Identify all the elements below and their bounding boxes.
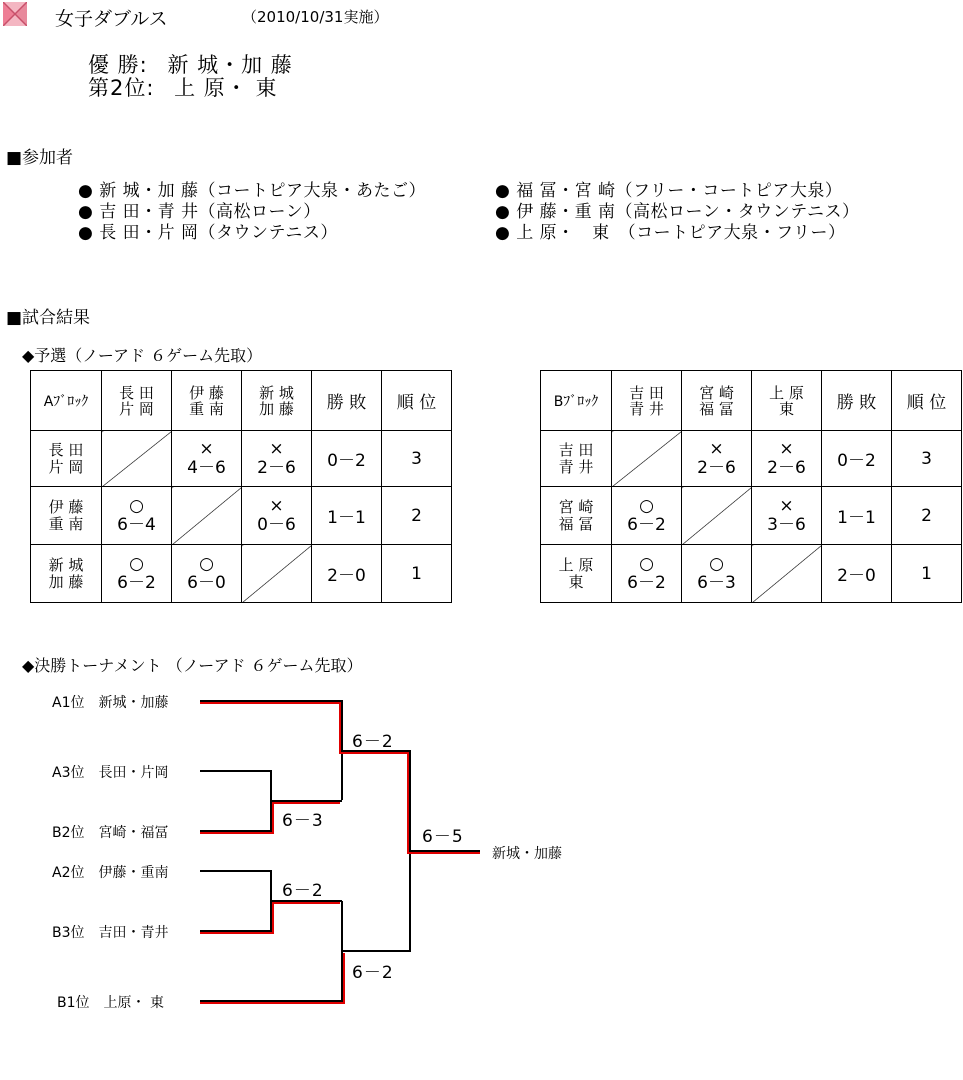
match-cell: ○ 6－0 xyxy=(172,545,242,603)
record-cell: 0－2 xyxy=(312,431,382,487)
record-cell: 2－0 xyxy=(822,545,892,603)
block-a-col-3: 新 城 加 藤 xyxy=(242,371,312,431)
record-cell: 1－1 xyxy=(822,487,892,545)
table-row: 長 田 片 岡 × 4－6 × 2－6 0－2 3 xyxy=(31,431,452,487)
block-a-rank-header: 順 位 xyxy=(382,371,452,431)
bracket-entry-3: B2位 宮崎・福冨 xyxy=(52,825,169,841)
winner-path xyxy=(200,703,480,1003)
block-a-col-1: 長 田 片 岡 xyxy=(102,371,172,431)
participant-left-1: ● 新 城・加 藤（コートピア大泉・あたご） xyxy=(78,181,427,201)
bracket-entry-1: A1位 新城・加藤 xyxy=(52,695,169,711)
participants-heading: ■参加者 xyxy=(6,148,74,168)
match-cell: ○ 6－2 xyxy=(102,545,172,603)
participant-right-2: ● 伊 藤・重 南（高松ローン・タウンテニス） xyxy=(495,202,860,222)
match-cell: × 2－6 xyxy=(752,431,822,487)
block-b-rank-header: 順 位 xyxy=(892,371,962,431)
score-qf-bottom: 6－2 xyxy=(282,881,324,901)
rank-cell: 2 xyxy=(382,487,452,545)
rank-cell: 3 xyxy=(382,431,452,487)
block-b-win-loss-header: 勝 敗 xyxy=(822,371,892,431)
record-cell: 1－1 xyxy=(312,487,382,545)
champion-label: 優 勝: xyxy=(88,53,148,77)
match-cell: × 2－6 xyxy=(682,431,752,487)
page-title: 女子ダブルス xyxy=(55,8,168,30)
record-cell: 0－2 xyxy=(822,431,892,487)
match-results-heading: ■試合結果 xyxy=(6,308,91,328)
rank-cell: 3 xyxy=(892,431,962,487)
event-date: （2010/10/31実施） xyxy=(242,8,389,26)
match-cell: ○ 6－2 xyxy=(612,487,682,545)
table-row: 伊 藤 重 南 ○ 6－4 × 0－6 1－1 2 xyxy=(31,487,452,545)
block-a-title: Aﾌﾞﾛｯｸ xyxy=(31,371,102,431)
match-cell: × 0－6 xyxy=(242,487,312,545)
participant-right-3: ● 上 原・ 東 （コートピア大泉・フリー） xyxy=(495,223,846,243)
table-row: 宮 崎 福 冨 ○ 6－2 × 3－6 1－1 2 xyxy=(541,487,962,545)
block-b-title: Bﾌﾞﾛｯｸ xyxy=(541,371,612,431)
record-cell: 2－0 xyxy=(312,545,382,603)
rank-cell: 1 xyxy=(382,545,452,603)
score-qf-top: 6－3 xyxy=(282,811,324,831)
champion-names: 新 城・加 藤 xyxy=(167,53,293,77)
match-cell: ○ 6－3 xyxy=(682,545,752,603)
bracket-entry-4: A2位 伊藤・重南 xyxy=(52,865,169,881)
table-row: 上 原 東 ○ 6－2 ○ 6－3 2－0 1 xyxy=(541,545,962,603)
block-a-win-loss-header: 勝 敗 xyxy=(312,371,382,431)
match-cell: ○ 6－4 xyxy=(102,487,172,545)
bracket-entry-2: A3位 長田・片岡 xyxy=(52,765,169,781)
score-sf-bottom: 6－2 xyxy=(352,963,394,983)
runner-up-label: 第2位: xyxy=(88,76,155,100)
rank-cell: 1 xyxy=(892,545,962,603)
match-cell: ○ 6－2 xyxy=(612,545,682,603)
participant-right-1: ● 福 冨・宮 崎（フリー・コートピア大泉） xyxy=(495,181,843,201)
block-b-col-3: 上 原 東 xyxy=(752,371,822,431)
preliminary-heading: ◆予選（ノーアド ６ゲーム先取） xyxy=(22,346,263,365)
score-sf-top: 6－2 xyxy=(352,732,394,752)
table-row: 吉 田 青 井 × 2－6 × 2－6 0－2 3 xyxy=(541,431,962,487)
table-row: 新 城 加 藤 ○ 6－2 ○ 6－0 2－0 1 xyxy=(31,545,452,603)
participant-left-2: ● 吉 田・青 井（高松ローン） xyxy=(78,202,321,222)
tournament-heading: ◆決勝トーナメント （ノーアド ６ゲーム先取） xyxy=(22,656,363,675)
block-b-col-1: 吉 田 青 井 xyxy=(612,371,682,431)
match-cell: × 2－6 xyxy=(242,431,312,487)
block-a-col-2: 伊 藤 重 南 xyxy=(172,371,242,431)
score-final: 6－5 xyxy=(422,827,464,847)
runner-up-names: 上 原・ 東 xyxy=(174,76,278,100)
block-b-col-2: 宮 崎 福 冨 xyxy=(682,371,752,431)
participant-left-3: ● 長 田・片 岡（タウンテニス） xyxy=(78,223,338,243)
rank-cell: 2 xyxy=(892,487,962,545)
champion-result: 新城・加藤 xyxy=(492,846,562,862)
match-cell: × 3－6 xyxy=(752,487,822,545)
bracket-entry-5: B3位 吉田・青井 xyxy=(52,925,169,941)
bracket-entry-6: B1位 上原・ 東 xyxy=(57,995,164,1011)
match-cell: × 4－6 xyxy=(172,431,242,487)
